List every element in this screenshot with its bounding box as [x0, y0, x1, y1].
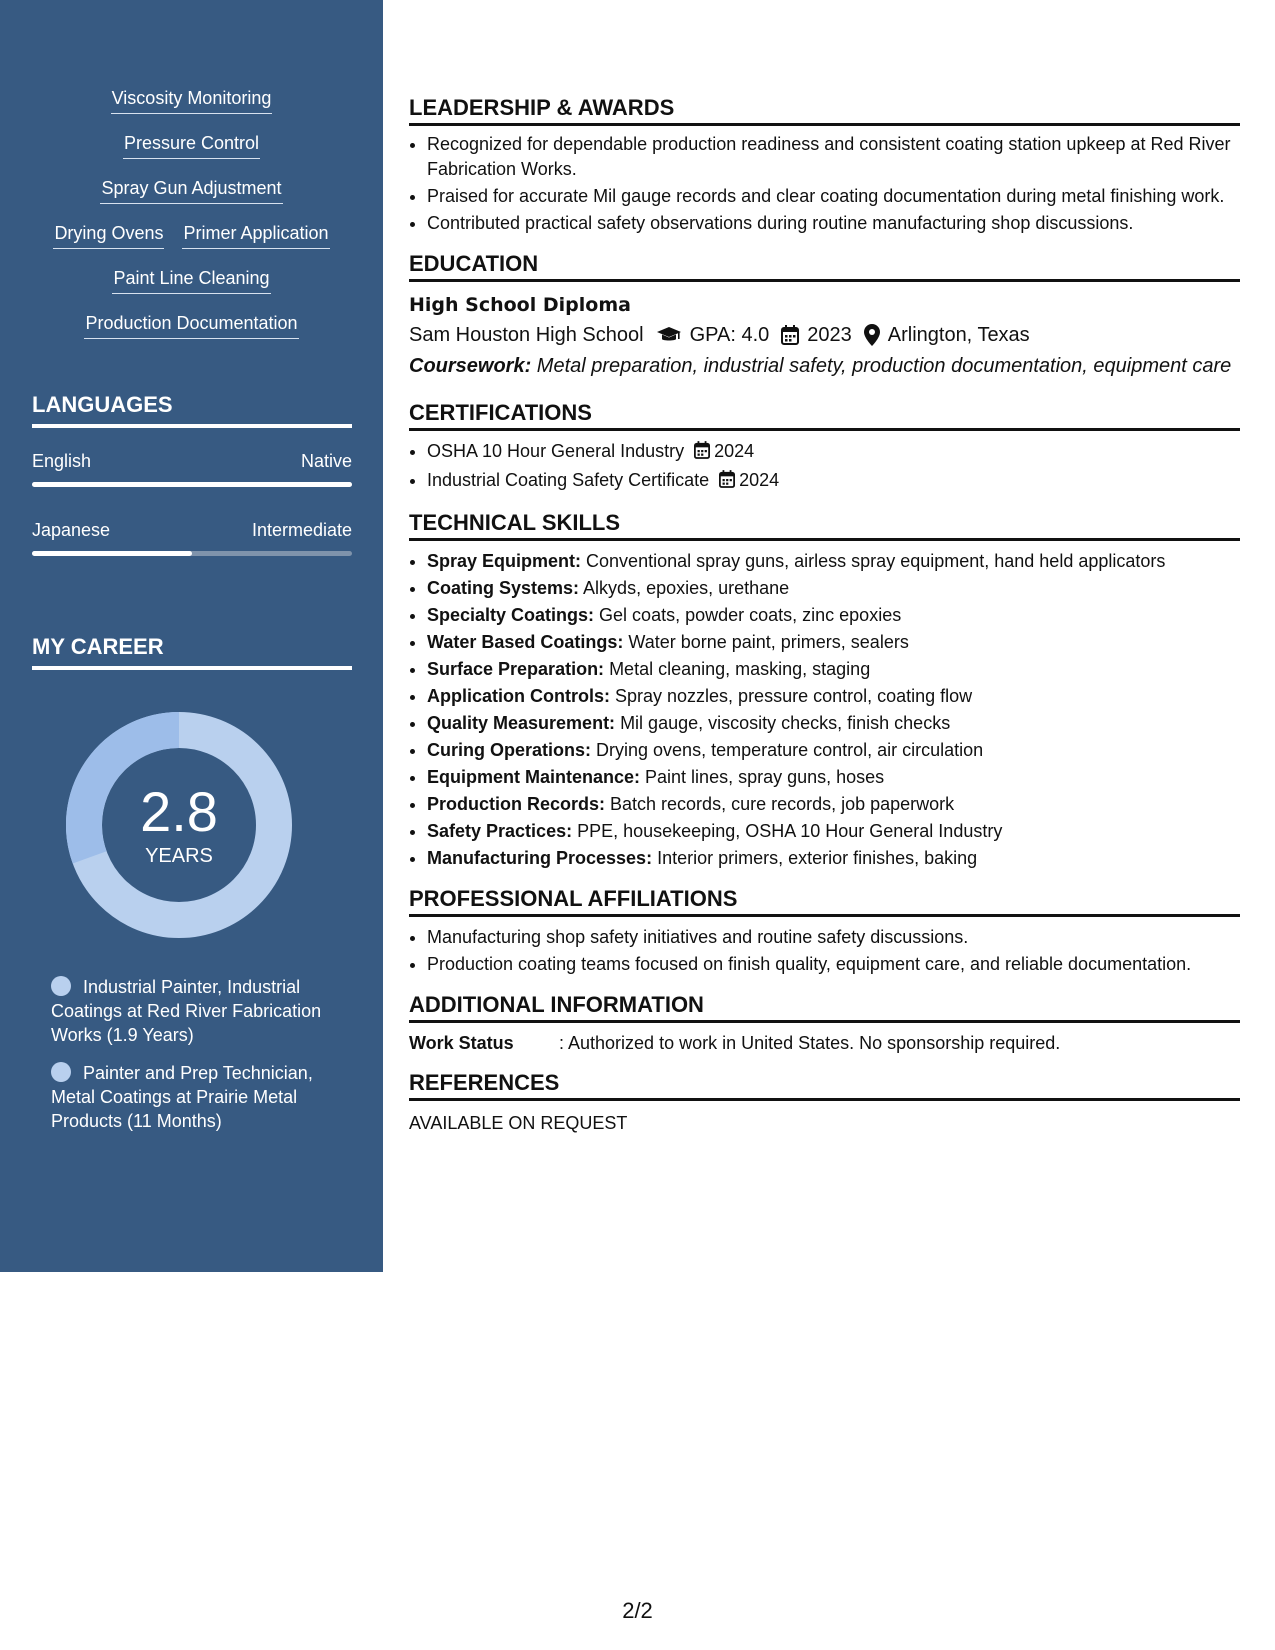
map-pin-icon	[864, 324, 880, 346]
gpa: GPA: 4.0	[689, 324, 770, 346]
list-item: • Safety Practices: PPE, housekeeping, OSHA 10 Hour General Industry	[427, 819, 1240, 844]
list-item: • Equipment Maintenance: Paint lines, spray guns, hoses	[427, 765, 1240, 790]
references-text: AVAILABLE ON REQUEST	[409, 1113, 628, 1133]
list-item: • Specialty Coatings: Gel coats, powder coats, zinc epoxies	[427, 603, 1240, 628]
list-item: • Curing Operations: Drying ovens, temperature control, air circulation	[427, 738, 1240, 763]
list-item: • Spray Equipment: Conventional spray guns, airless spray equipment, hand held applicators	[427, 549, 1240, 574]
coursework: Coursework: Metal preparation, industrial safety, production documentation, equipment care	[409, 355, 1232, 377]
list-item: • Recognized for dependable production readiness and consistent coating station upkeep at Red River Fabrication Works.	[427, 132, 1240, 182]
page-number: 2/2	[622, 1598, 653, 1623]
education-details	[409, 322, 1240, 348]
list-item: • Quality Measurement: Mil gauge, viscosity checks, finish checks	[427, 711, 1240, 736]
list-item: • Manufacturing Processes: Interior primers, exterior finishes, baking	[427, 846, 1240, 871]
skill-tag: Production Documentation	[84, 311, 298, 339]
list-item: • Surface Preparation: Metal cleaning, masking, staging	[427, 657, 1240, 682]
bullet-dot-icon	[51, 976, 71, 996]
list-item: • Contributed practical safety observations during routine manufacturing shop discussions.	[427, 211, 1240, 236]
list-item: • Production Records: Batch records, cure records, job paperwork	[427, 792, 1240, 817]
degree-title: High School Diploma	[409, 294, 631, 316]
sidebar	[0, 0, 383, 1272]
career-entry: Painter and Prep Technician, Metal Coatings at Prairie Metal Products (11 Months)	[51, 1063, 313, 1131]
languages-heading: LANGUAGES	[32, 392, 352, 428]
work-status	[409, 1031, 1240, 1055]
graduation-year: 2023	[807, 324, 852, 346]
work-status-value: : Authorized to work in United States. No sponsorship required.	[559, 1033, 1061, 1053]
section-heading: TECHNICAL SKILLS	[409, 509, 1240, 541]
section-heading: REFERENCES	[409, 1069, 1240, 1101]
section-heading: ADDITIONAL INFORMATION	[409, 991, 1240, 1023]
skill-tag: Paint Line Cleaning	[112, 266, 270, 294]
list-item: • Manufacturing shop safety initiatives and routine safety discussions.	[427, 925, 1240, 950]
skill-tag: Pressure Control	[123, 131, 260, 159]
section-heading: PROFESSIONAL AFFILIATIONS	[409, 885, 1240, 917]
list-item: • Application Controls: Spray nozzles, pressure control, coating flow	[427, 684, 1240, 709]
career-entry: Industrial Painter, Industrial Coatings at Red River Fabrication Works (1.9 Years)	[51, 977, 322, 1045]
main-content	[409, 94, 1240, 1135]
references-section	[409, 1069, 1240, 1135]
list-item: • Water Based Coatings: Water borne paint, primers, sealers	[427, 630, 1240, 655]
work-status-label: Work Status	[409, 1033, 514, 1053]
list-item: • OSHA 10 Hour General Industry 2024	[427, 439, 1240, 466]
school-name: Sam Houston High School	[409, 324, 644, 346]
language-bar-fill	[32, 551, 192, 556]
list-item: • Praised for accurate Mil gauge records and clear coating documentation during metal finishing work.	[427, 184, 1240, 209]
career-total-years: 2.8	[140, 780, 218, 843]
language-bar	[32, 551, 352, 556]
list-item: • Production coating teams focused on finish quality, equipment care, and reliable documentation.	[427, 952, 1240, 977]
skill-tag: Spray Gun Adjustment	[100, 176, 282, 204]
language-level: Intermediate	[251, 520, 352, 540]
education-section	[409, 250, 1240, 379]
language-japanese	[32, 519, 352, 556]
skills-list	[0, 86, 383, 356]
skill-tag: Viscosity Monitoring	[111, 86, 273, 114]
section-heading: CERTIFICATIONS	[409, 399, 1240, 431]
list-item: • Industrial Coating Safety Certificate 2024	[427, 468, 1240, 495]
calendar-icon	[719, 470, 735, 495]
skill-tag: Drying Ovens	[53, 221, 164, 249]
language-bar-fill	[32, 482, 352, 487]
graduation-cap-icon	[656, 326, 682, 344]
technical-skills-section	[409, 509, 1240, 871]
affiliations-section	[409, 885, 1240, 977]
list-item: • Coating Systems: Alkyds, epoxies, urethane	[427, 576, 1240, 601]
career-years-label: YEARS	[145, 845, 213, 867]
language-bar	[32, 482, 352, 487]
additional-info-section	[409, 991, 1240, 1055]
school-location: Arlington, Texas	[887, 324, 1030, 346]
language-english	[32, 450, 352, 487]
language-level: Native	[300, 451, 352, 471]
language-name: English	[32, 451, 92, 471]
calendar-icon	[781, 325, 799, 345]
section-heading: LEADERSHIP & AWARDS	[409, 94, 1240, 126]
calendar-icon	[694, 441, 710, 466]
leadership-section	[409, 94, 1240, 236]
career-heading: MY CAREER	[32, 634, 352, 670]
skill-tag: Primer Application	[182, 221, 329, 249]
bullet-dot-icon	[51, 1062, 71, 1082]
language-name: Japanese	[32, 520, 111, 540]
certifications-section	[409, 399, 1240, 495]
section-heading: EDUCATION	[409, 250, 1240, 282]
